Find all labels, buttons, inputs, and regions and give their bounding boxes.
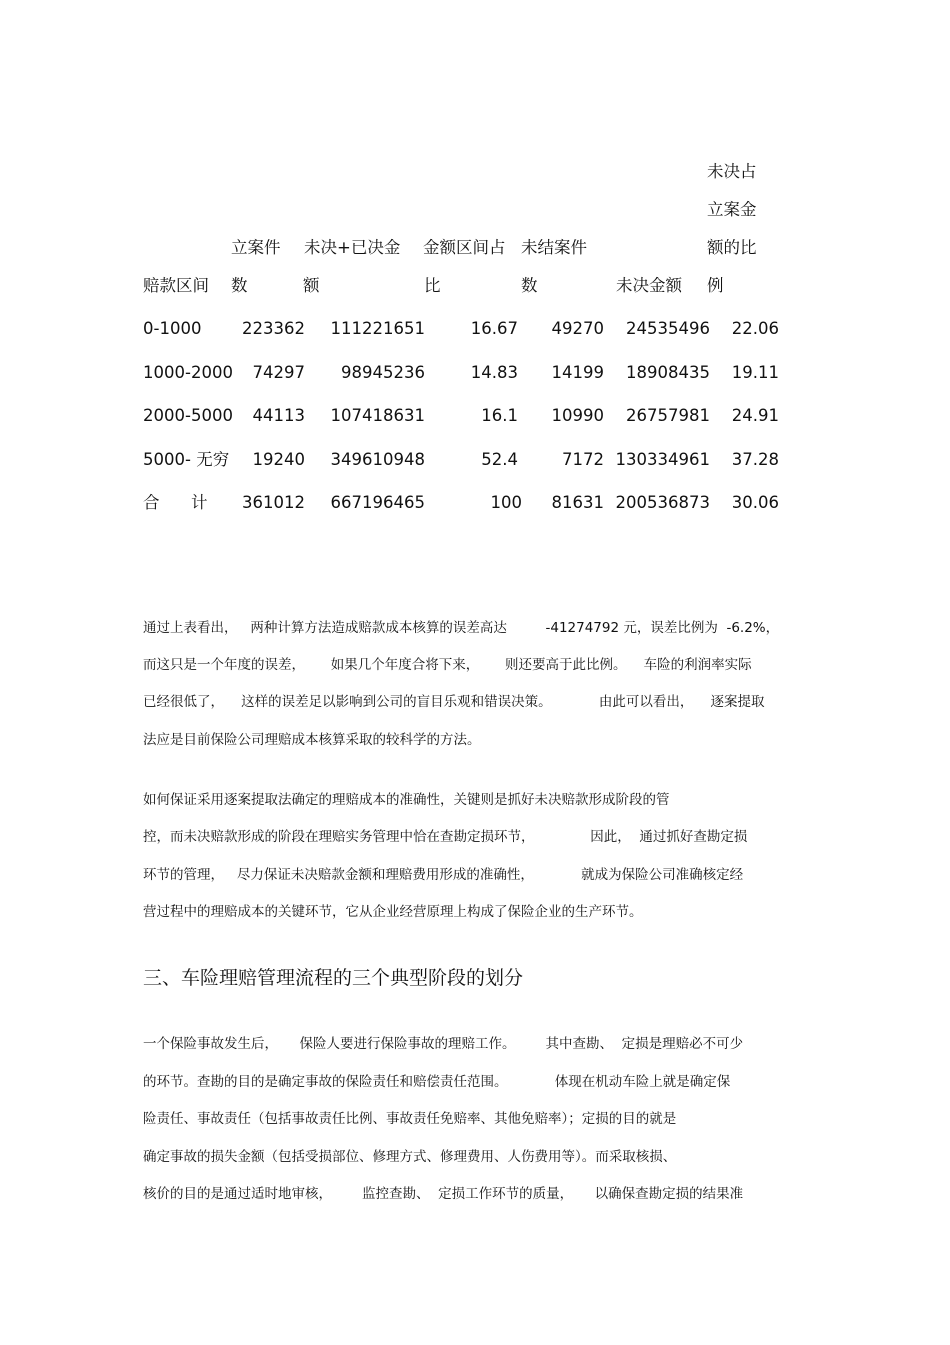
table-cell: 100 [490,493,522,512]
table-cell: 44113 [252,406,305,425]
header-col6: 未决金额 [616,276,682,295]
table-cell: 107418631 [330,406,425,425]
header-col5-line1: 未结案件 [521,238,587,257]
table-cell: 74297 [252,363,305,382]
paragraph-line: 通过上表看出， 两种计算方法造成赔款成本核算的误差高达 -41274792 元，误差比例为 -6.2%， [143,620,780,636]
header-col7-line1: 未决占 [707,162,757,181]
header-col7-line3: 额的比 [707,238,757,257]
paragraph-line: 控，而未决赔款形成的阶段在理赔实务管理中恰在查勘定损环节， 因此， 通过抓好查勘定损 [143,829,748,845]
table-cell: 14.83 [470,363,518,382]
header-col5-line2: 数 [521,276,538,295]
table-cell: 37.28 [731,450,779,469]
header-col4-line2: 比 [424,276,441,295]
paragraph-line: 确定事故的损失金额（包括受损部位、修理方式、修理费用、人伤费用等）。而采取核损、 [143,1149,677,1165]
section-heading: 三、车险理赔管理流程的三个典型阶段的划分 [143,967,524,989]
header-col3-line1: 未决+已决金 [304,238,401,257]
paragraph-line: 已经很低了， 这样的误差足以影响到公司的盲目乐观和错误决策。 由此可以看出， 逐案提取 [143,694,765,710]
table-cell: 1000-2000 [143,363,233,382]
header-col3-line2: 额 [303,276,320,295]
header-col2-line2: 数 [231,276,248,295]
table-cell: 111221651 [330,319,425,338]
header-col7-line4: 例 [707,276,724,295]
table-cell: 30.06 [731,493,779,512]
table-cell: 26757981 [626,406,710,425]
table-cell: 16.1 [481,406,518,425]
paragraph-line: 如何保证采用逐案提取法确定的理赔成本的准确性，关键则是抓好未决赔款形成阶段的管 [143,792,670,808]
table-cell: 19.11 [731,363,779,382]
table-cell: 24535496 [626,319,710,338]
table-cell: 0-1000 [143,319,202,338]
table-cell: 98945236 [341,363,425,382]
table-cell: 349610948 [330,450,425,469]
table-cell: 16.67 [470,319,518,338]
header-col4-line1: 金额区间占 [423,238,506,257]
paragraph-line: 而这只是一个年度的误差， 如果几个年度合将下来， 则还要高于此比例。 车险的利润率实际 [143,657,752,673]
table-cell: 200536873 [615,493,710,512]
table-cell: 18908435 [626,363,710,382]
table-cell: 10990 [551,406,604,425]
table-cell: 52.4 [481,450,518,469]
table-cell: 130334961 [615,450,710,469]
table-cell: 361012 [242,493,305,512]
paragraph-line: 环节的管理， 尽力保证未决赔款金额和理赔费用形成的准确性， 就成为保险公司准确核定经 [143,867,744,883]
table-cell: 7172 [562,450,604,469]
paragraph-line: 的环节。查勘的目的是确定事故的保险责任和赔偿责任范围。 体现在机动车险上就是确定保 [143,1074,731,1090]
table-cell: 24.91 [731,406,779,425]
table-total-label: 合 计 [143,493,208,512]
table-cell: 667196465 [330,493,425,512]
paragraph-line: 营过程中的理赔成本的关键环节，它从企业经营原理上构成了保险企业的生产环节。 [143,904,643,920]
header-col7-line2: 立案金 [707,200,757,219]
table-cell: 19240 [252,450,305,469]
paragraph-line: 核价的目的是通过适时地审核， 监控查勘、 定损工作环节的质量， 以确保查勘定损的结果准 [143,1186,744,1202]
table-cell: 81631 [551,493,604,512]
table-cell: 223362 [242,319,305,338]
table-cell: 49270 [551,319,604,338]
table-cell: 14199 [551,363,604,382]
table-cell: 2000-5000 [143,406,233,425]
paragraph-line: 法应是目前保险公司理赔成本核算采取的较科学的方法。 [143,732,481,748]
paragraph-line: 险责任、事故责任（包括事故责任比例、事故责任免赔率、其他免赔率）；定损的目的就是 [143,1111,677,1127]
header-col2-line1: 立案件 [231,238,281,257]
table-cell: 5000- 无穷 [143,450,230,469]
table-cell: 22.06 [731,319,779,338]
header-col1: 赔款区间 [143,276,209,295]
paragraph-line: 一个保险事故发生后， 保险人要进行保险事故的理赔工作。 其中查勘、 定损是理赔必不可少 [143,1036,744,1052]
